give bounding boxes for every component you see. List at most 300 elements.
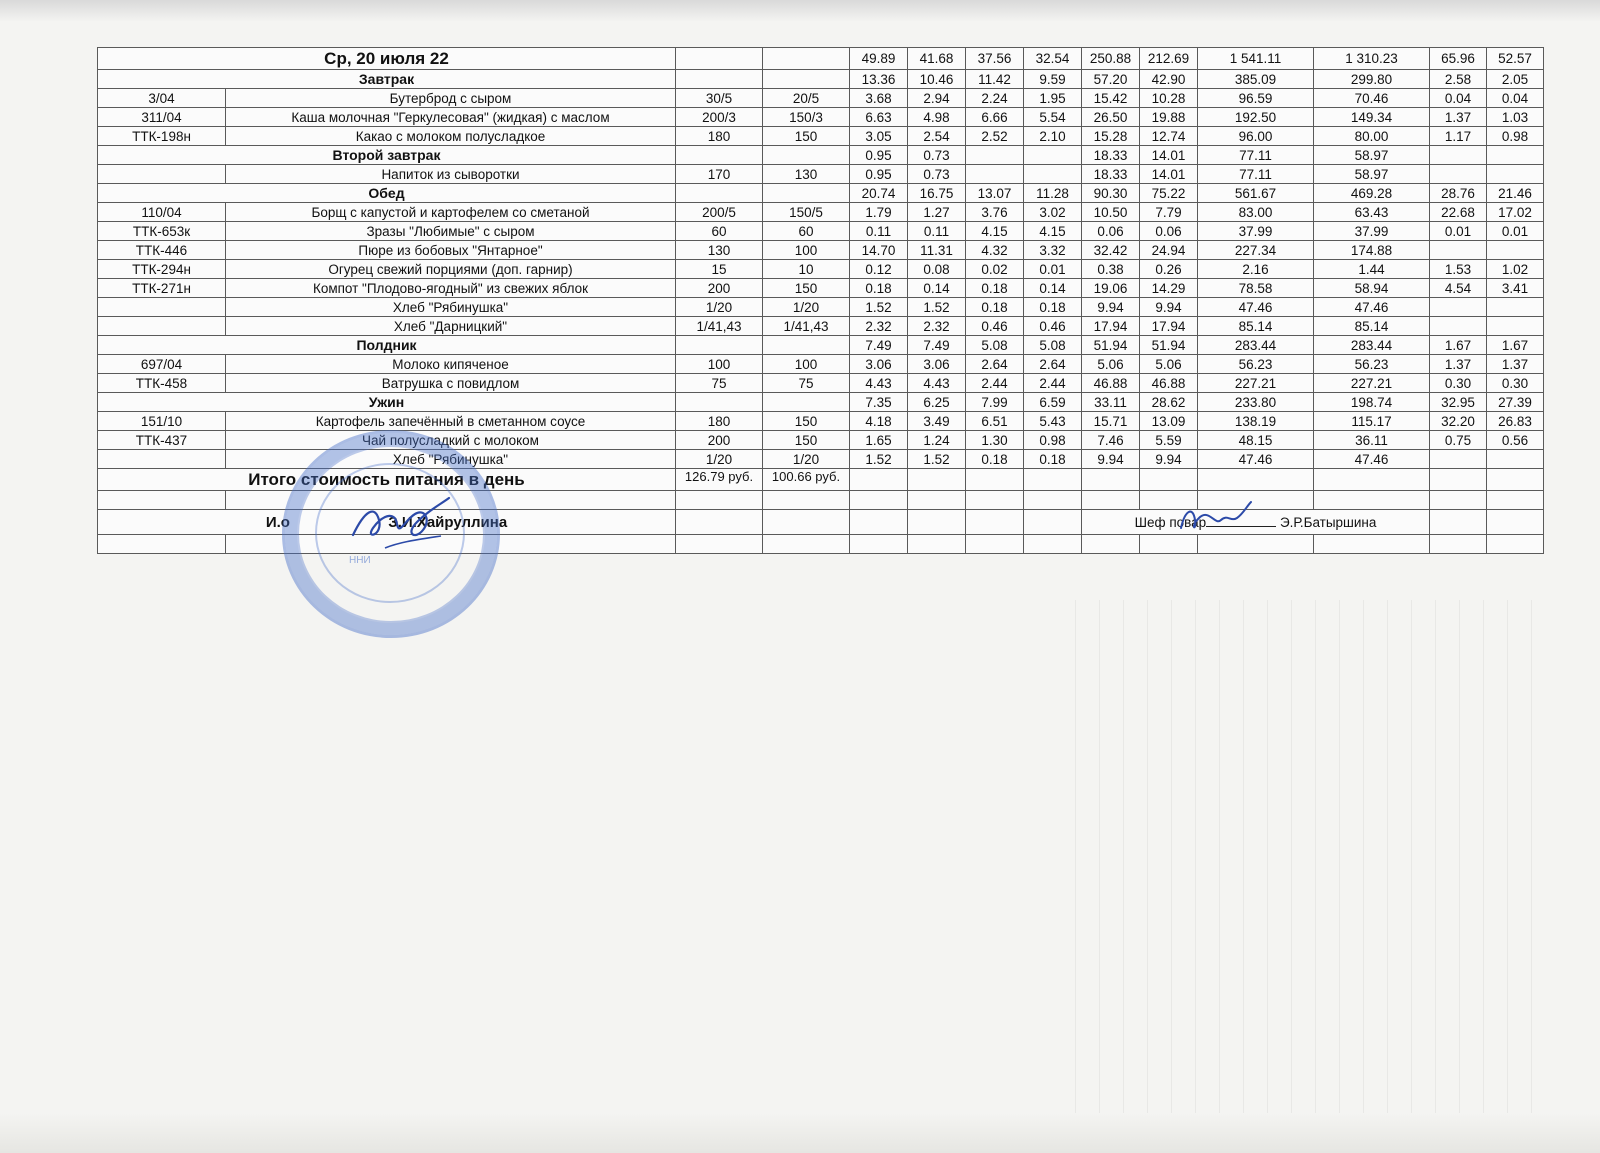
table-row — [98, 222, 1544, 241]
value-cell: 0.01 — [1024, 260, 1082, 279]
empty-cell — [763, 535, 850, 554]
empty-cell — [1140, 491, 1198, 510]
portion-2: 1/41,43 — [763, 317, 850, 336]
value-cell: 6.66 — [966, 108, 1024, 127]
portion-1: 200/3 — [676, 108, 763, 127]
portion-2: 150/5 — [763, 203, 850, 222]
portion-1: 75 — [676, 374, 763, 393]
day-total: 65.96 — [1430, 48, 1487, 70]
table-row — [98, 260, 1544, 279]
value-cell: 0.30 — [1487, 374, 1544, 393]
empty-cell — [676, 535, 763, 554]
value-cell: 17.94 — [1082, 317, 1140, 336]
section-total — [1487, 146, 1544, 165]
section-total: 7.35 — [850, 393, 908, 412]
total-cost-1: 126.79 руб. — [676, 469, 763, 491]
section-total: 33.11 — [1082, 393, 1140, 412]
empty-cell — [676, 336, 763, 355]
value-cell — [1487, 241, 1544, 260]
stamp-inn-text: ИНН — [349, 553, 371, 564]
section-total: 198.74 — [1314, 393, 1430, 412]
scan-bottom-edge — [0, 1113, 1600, 1153]
dish-name: Огурец свежий порциями (доп. гарнир) — [226, 260, 676, 279]
dish-code: 110/04 — [98, 203, 226, 222]
day-title: Ср, 20 июля 22 — [98, 48, 676, 70]
dish-code: ТТК-458 — [98, 374, 226, 393]
portion-1: 1/41,43 — [676, 317, 763, 336]
value-cell: 36.11 — [1314, 431, 1430, 450]
value-cell: 18.33 — [1082, 165, 1140, 184]
value-cell: 0.14 — [1024, 279, 1082, 298]
empty-cell — [1487, 491, 1544, 510]
dish-name: Пюре из бобовых "Янтарное" — [226, 241, 676, 260]
portion-2: 100 — [763, 241, 850, 260]
portion-1: 15 — [676, 260, 763, 279]
value-cell: 0.95 — [850, 165, 908, 184]
value-cell: 0.18 — [850, 279, 908, 298]
portion-2: 10 — [763, 260, 850, 279]
section-total: 469.28 — [1314, 184, 1430, 203]
section-row — [98, 146, 1544, 165]
value-cell: 9.94 — [1082, 450, 1140, 469]
portion-2: 150 — [763, 127, 850, 146]
empty-cell — [1024, 491, 1082, 510]
value-cell: 2.16 — [1198, 260, 1314, 279]
day-cell-out2 — [763, 48, 850, 70]
dish-code: ТТК-271н — [98, 279, 226, 298]
empty-cell — [1082, 491, 1140, 510]
portion-1: 180 — [676, 127, 763, 146]
value-cell: 1.52 — [850, 298, 908, 317]
value-cell: 6.63 — [850, 108, 908, 127]
chef-signature-cell — [1082, 510, 1430, 535]
director-signature-cell — [98, 510, 676, 535]
section-total: 1.67 — [1430, 336, 1487, 355]
empty-cell — [676, 491, 763, 510]
dish-name: Чай полусладкий с молоком — [226, 431, 676, 450]
day-total: 1 541.11 — [1198, 48, 1314, 70]
value-cell: 46.88 — [1140, 374, 1198, 393]
value-cell: 0.18 — [966, 450, 1024, 469]
value-cell: 0.01 — [1487, 222, 1544, 241]
empty-cell — [763, 510, 850, 535]
section-total: 2.05 — [1487, 70, 1544, 89]
dish-name: Картофель запечённый в сметанном соусе — [226, 412, 676, 431]
section-total: 6.25 — [908, 393, 966, 412]
value-cell: 0.01 — [1430, 222, 1487, 241]
section-total: 51.94 — [1140, 336, 1198, 355]
dish-name: Молоко кипяченое — [226, 355, 676, 374]
table-row — [98, 203, 1544, 222]
value-cell: 0.46 — [966, 317, 1024, 336]
dish-code: ТТК-437 — [98, 431, 226, 450]
dish-code: ТТК-446 — [98, 241, 226, 260]
empty-cell — [966, 535, 1024, 554]
dish-name: Компот "Плодово-ягодный" из свежих яблок — [226, 279, 676, 298]
value-cell: 7.46 — [1082, 431, 1140, 450]
day-total: 250.88 — [1082, 48, 1140, 70]
value-cell: 85.14 — [1314, 317, 1430, 336]
value-cell: 2.32 — [850, 317, 908, 336]
portion-1: 1/20 — [676, 298, 763, 317]
empty-cell — [763, 146, 850, 165]
value-cell: 3.06 — [850, 355, 908, 374]
empty-cell — [850, 535, 908, 554]
portion-2: 1/20 — [763, 298, 850, 317]
value-cell — [1430, 298, 1487, 317]
empty-cell — [226, 535, 676, 554]
dish-name: Напиток из сыворотки — [226, 165, 676, 184]
dish-name: Каша молочная "Геркулесовая" (жидкая) с маслом — [226, 108, 676, 127]
signature-row — [98, 510, 1544, 535]
dish-name: Бутерброд с сыром — [226, 89, 676, 108]
section-total: 13.36 — [850, 70, 908, 89]
value-cell: 4.15 — [1024, 222, 1082, 241]
value-cell: 9.94 — [1140, 450, 1198, 469]
value-cell: 96.59 — [1198, 89, 1314, 108]
section-total: 9.59 — [1024, 70, 1082, 89]
value-cell: 11.31 — [908, 241, 966, 260]
section-total: 7.99 — [966, 393, 1024, 412]
section-total: 385.09 — [1198, 70, 1314, 89]
chef-prefix: Шеф повар — [1134, 515, 1207, 530]
portion-2: 150 — [763, 412, 850, 431]
portion-2: 150 — [763, 279, 850, 298]
value-cell: 5.59 — [1140, 431, 1198, 450]
value-cell: 2.44 — [966, 374, 1024, 393]
value-cell: 56.23 — [1314, 355, 1430, 374]
empty-cell — [98, 491, 226, 510]
section-total: 57.20 — [1082, 70, 1140, 89]
value-cell: 5.06 — [1140, 355, 1198, 374]
section-row — [98, 393, 1544, 412]
section-total: 13.07 — [966, 184, 1024, 203]
value-cell: 0.02 — [966, 260, 1024, 279]
portion-2: 100 — [763, 355, 850, 374]
section-total: 0.73 — [908, 146, 966, 165]
empty-cell — [966, 469, 1024, 491]
value-cell: 47.46 — [1198, 450, 1314, 469]
dish-name: Зразы "Любимые" с сыром — [226, 222, 676, 241]
value-cell: 3.49 — [908, 412, 966, 431]
value-cell: 0.73 — [908, 165, 966, 184]
portion-1: 180 — [676, 412, 763, 431]
section-total: 7.49 — [850, 336, 908, 355]
value-cell: 15.71 — [1082, 412, 1140, 431]
day-row — [98, 48, 1544, 70]
value-cell: 10.50 — [1082, 203, 1140, 222]
value-cell: 227.21 — [1314, 374, 1430, 393]
empty-cell — [1198, 535, 1314, 554]
dish-code: 697/04 — [98, 355, 226, 374]
section-row — [98, 184, 1544, 203]
section-total: 90.30 — [1082, 184, 1140, 203]
value-cell: 4.43 — [850, 374, 908, 393]
empty-cell — [1487, 510, 1544, 535]
value-cell: 4.15 — [966, 222, 1024, 241]
section-total: 77.11 — [1198, 146, 1314, 165]
total-cost-2: 100.66 руб. — [763, 469, 850, 491]
dish-code: ТТК-653к — [98, 222, 226, 241]
section-total: 21.46 — [1487, 184, 1544, 203]
section-total: 42.90 — [1140, 70, 1198, 89]
portion-2: 130 — [763, 165, 850, 184]
table-row — [98, 279, 1544, 298]
value-cell: 58.94 — [1314, 279, 1430, 298]
value-cell: 0.04 — [1430, 89, 1487, 108]
value-cell: 37.99 — [1314, 222, 1430, 241]
portion-1: 170 — [676, 165, 763, 184]
section-total: 51.94 — [1082, 336, 1140, 355]
empty-cell — [908, 469, 966, 491]
value-cell: 78.58 — [1198, 279, 1314, 298]
value-cell: 2.52 — [966, 127, 1024, 146]
table-row — [98, 165, 1544, 184]
value-cell: 4.32 — [966, 241, 1024, 260]
empty-cell — [966, 491, 1024, 510]
day-cell-out1 — [676, 48, 763, 70]
section-total — [966, 146, 1024, 165]
portion-2: 1/20 — [763, 450, 850, 469]
value-cell: 22.68 — [1430, 203, 1487, 222]
dish-code: 311/04 — [98, 108, 226, 127]
empty-cell — [1198, 469, 1314, 491]
reverse-side-bleed — [1075, 600, 1545, 1120]
empty-cell — [763, 70, 850, 89]
value-cell: 7.79 — [1140, 203, 1198, 222]
dish-name: Хлеб "Рябинушка" — [226, 450, 676, 469]
empty-cell — [676, 393, 763, 412]
empty-cell — [850, 469, 908, 491]
value-cell: 2.64 — [966, 355, 1024, 374]
empty-cell — [676, 510, 763, 535]
value-cell: 47.46 — [1314, 298, 1430, 317]
empty-cell — [908, 491, 966, 510]
value-cell: 1.37 — [1430, 108, 1487, 127]
value-cell: 17.94 — [1140, 317, 1198, 336]
value-cell: 80.00 — [1314, 127, 1430, 146]
empty-cell — [1198, 491, 1314, 510]
section-total: 0.95 — [850, 146, 908, 165]
value-cell: 1.52 — [908, 450, 966, 469]
value-cell: 15.28 — [1082, 127, 1140, 146]
value-cell — [1430, 165, 1487, 184]
value-cell: 26.83 — [1487, 412, 1544, 431]
empty-cell — [1140, 535, 1198, 554]
value-cell: 0.30 — [1430, 374, 1487, 393]
value-cell: 227.21 — [1198, 374, 1314, 393]
table-row — [98, 89, 1544, 108]
table-row — [98, 431, 1544, 450]
empty-cell — [850, 491, 908, 510]
table-row — [98, 317, 1544, 336]
value-cell: 48.15 — [1198, 431, 1314, 450]
section-total: 11.42 — [966, 70, 1024, 89]
portion-1: 100 — [676, 355, 763, 374]
value-cell: 24.94 — [1140, 241, 1198, 260]
value-cell: 227.34 — [1198, 241, 1314, 260]
dish-name: Борщ с капустой и картофелем со сметаной — [226, 203, 676, 222]
value-cell: 0.11 — [908, 222, 966, 241]
director-prefix: И.о — [265, 513, 290, 531]
value-cell: 47.46 — [1198, 298, 1314, 317]
section-total: 561.67 — [1198, 184, 1314, 203]
dish-name: Какао с молоком полусладкое — [226, 127, 676, 146]
portion-1: 200 — [676, 431, 763, 450]
section-total: 5.08 — [1024, 336, 1082, 355]
value-cell — [1487, 450, 1544, 469]
empty-cell — [1430, 469, 1487, 491]
value-cell: 2.32 — [908, 317, 966, 336]
menu-table — [97, 47, 1544, 554]
value-cell — [1430, 317, 1487, 336]
portion-1: 60 — [676, 222, 763, 241]
section-total: 5.08 — [966, 336, 1024, 355]
director-name: З.И.Хайруллина — [388, 513, 508, 531]
blank-row — [98, 535, 1544, 554]
day-total: 41.68 — [908, 48, 966, 70]
section-total: 10.46 — [908, 70, 966, 89]
section-total: 27.39 — [1487, 393, 1544, 412]
empty-cell — [676, 146, 763, 165]
portion-1: 30/5 — [676, 89, 763, 108]
value-cell: 0.26 — [1140, 260, 1198, 279]
value-cell: 0.98 — [1487, 127, 1544, 146]
value-cell: 0.08 — [908, 260, 966, 279]
table-row — [98, 450, 1544, 469]
value-cell — [1430, 241, 1487, 260]
empty-cell — [763, 336, 850, 355]
value-cell: 9.94 — [1140, 298, 1198, 317]
empty-cell — [1024, 535, 1082, 554]
value-cell: 3.05 — [850, 127, 908, 146]
section-total: 283.44 — [1198, 336, 1314, 355]
value-cell: 19.06 — [1082, 279, 1140, 298]
empty-cell — [226, 491, 676, 510]
section-row — [98, 336, 1544, 355]
section-total: 283.44 — [1314, 336, 1430, 355]
section-total: 18.33 — [1082, 146, 1140, 165]
value-cell: 5.43 — [1024, 412, 1082, 431]
section-title: Второй завтрак — [98, 146, 676, 165]
value-cell: 14.01 — [1140, 165, 1198, 184]
portion-2: 60 — [763, 222, 850, 241]
table-row — [98, 298, 1544, 317]
value-cell: 0.06 — [1082, 222, 1140, 241]
section-title: Ужин — [98, 393, 676, 412]
portion-2: 75 — [763, 374, 850, 393]
value-cell: 58.97 — [1314, 165, 1430, 184]
day-total: 212.69 — [1140, 48, 1198, 70]
dish-code — [98, 317, 226, 336]
empty-cell — [1487, 469, 1544, 491]
value-cell: 0.56 — [1487, 431, 1544, 450]
section-title: Обед — [98, 184, 676, 203]
dish-code — [98, 450, 226, 469]
dish-code: 3/04 — [98, 89, 226, 108]
empty-cell — [1140, 469, 1198, 491]
portion-2: 150/3 — [763, 108, 850, 127]
value-cell: 1.79 — [850, 203, 908, 222]
empty-cell — [676, 70, 763, 89]
value-cell: 6.51 — [966, 412, 1024, 431]
section-total: 2.58 — [1430, 70, 1487, 89]
value-cell: 0.38 — [1082, 260, 1140, 279]
value-cell: 0.46 — [1024, 317, 1082, 336]
value-cell — [1487, 317, 1544, 336]
value-cell: 19.88 — [1140, 108, 1198, 127]
value-cell: 14.29 — [1140, 279, 1198, 298]
empty-cell — [1487, 535, 1544, 554]
value-cell: 2.24 — [966, 89, 1024, 108]
empty-cell — [676, 184, 763, 203]
empty-cell — [908, 510, 966, 535]
empty-cell — [1314, 535, 1430, 554]
empty-cell — [1082, 535, 1140, 554]
dish-name: Хлеб "Дарницкий" — [226, 317, 676, 336]
value-cell: 1.37 — [1487, 355, 1544, 374]
value-cell: 2.10 — [1024, 127, 1082, 146]
value-cell: 1.65 — [850, 431, 908, 450]
value-cell: 2.94 — [908, 89, 966, 108]
value-cell: 1.30 — [966, 431, 1024, 450]
value-cell: 3.02 — [1024, 203, 1082, 222]
value-cell: 17.02 — [1487, 203, 1544, 222]
empty-cell — [908, 535, 966, 554]
value-cell: 0.18 — [966, 279, 1024, 298]
blank-row — [98, 491, 1544, 510]
value-cell: 1.17 — [1430, 127, 1487, 146]
section-total: 233.80 — [1198, 393, 1314, 412]
section-total: 1.67 — [1487, 336, 1544, 355]
empty-cell — [1430, 491, 1487, 510]
portion-1: 200 — [676, 279, 763, 298]
value-cell: 1.27 — [908, 203, 966, 222]
value-cell: 0.12 — [850, 260, 908, 279]
value-cell: 1.52 — [850, 450, 908, 469]
value-cell: 96.00 — [1198, 127, 1314, 146]
value-cell: 0.06 — [1140, 222, 1198, 241]
dish-code: ТТК-294н — [98, 260, 226, 279]
section-total: 7.49 — [908, 336, 966, 355]
value-cell: 4.43 — [908, 374, 966, 393]
value-cell: 115.17 — [1314, 412, 1430, 431]
value-cell: 9.94 — [1082, 298, 1140, 317]
value-cell: 63.43 — [1314, 203, 1430, 222]
section-title: Полдник — [98, 336, 676, 355]
portion-1: 1/20 — [676, 450, 763, 469]
section-total: 16.75 — [908, 184, 966, 203]
value-cell: 56.23 — [1198, 355, 1314, 374]
value-cell: 174.88 — [1314, 241, 1430, 260]
value-cell: 0.18 — [1024, 298, 1082, 317]
value-cell: 32.20 — [1430, 412, 1487, 431]
value-cell: 4.98 — [908, 108, 966, 127]
section-title: Завтрак — [98, 70, 676, 89]
day-total: 32.54 — [1024, 48, 1082, 70]
empty-cell — [763, 393, 850, 412]
value-cell: 10.28 — [1140, 89, 1198, 108]
value-cell: 0.11 — [850, 222, 908, 241]
value-cell — [966, 165, 1024, 184]
value-cell: 0.14 — [908, 279, 966, 298]
empty-cell — [1314, 469, 1430, 491]
dish-name: Ватрушка с повидлом — [226, 374, 676, 393]
empty-cell — [763, 491, 850, 510]
value-cell: 1.53 — [1430, 260, 1487, 279]
value-cell: 83.00 — [1198, 203, 1314, 222]
value-cell: 0.18 — [1024, 450, 1082, 469]
